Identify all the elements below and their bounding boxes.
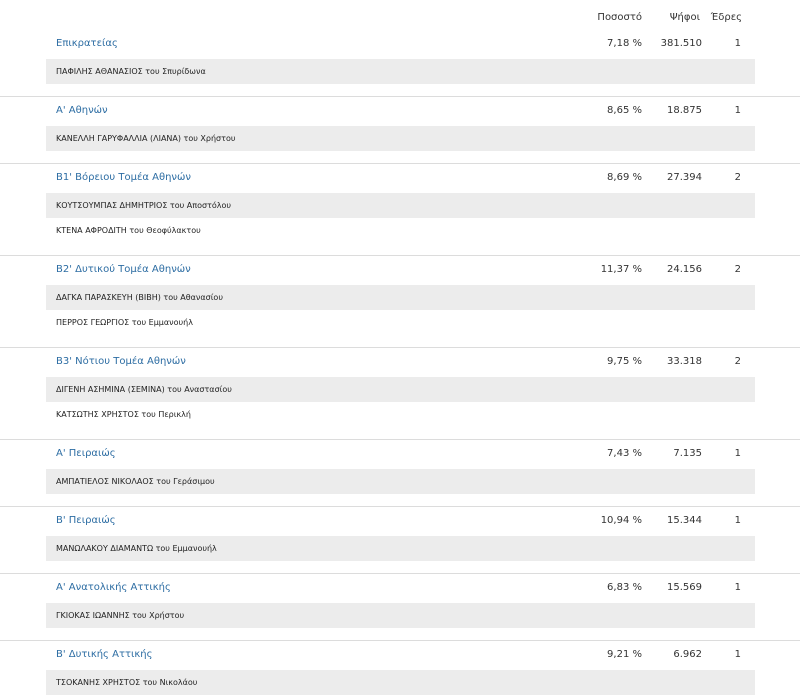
percentage-header: Ποσοστό [597,12,642,23]
district-row [0,97,800,126]
district-spacer [0,84,800,96]
district-percentage: 7,43 % [607,448,642,459]
column-headers [0,12,800,26]
district-row [0,574,800,603]
district-row [0,440,800,469]
district-votes: 6.962 [673,649,702,660]
district-list [0,30,800,699]
district-spacer [0,427,800,439]
district-link[interactable]: Β' Πειραιώς [56,515,116,526]
district-spacer [0,335,800,347]
district-votes: 381.510 [660,38,702,49]
district-spacer [0,561,800,573]
district-seats: 1 [734,515,741,526]
mp-name: ΔΙΓΕΝΗ ΑΣΗΜΙΝΑ (ΣΕΜΙΝΑ) του Αναστασίου [46,377,755,402]
district-block [0,348,800,440]
district-spacer [0,695,800,699]
mp-name: ΓΚΙΟΚΑΣ ΙΩΑΝΝΗΣ του Χρήστου [46,603,755,628]
district-votes: 27.394 [667,172,702,183]
votes-header: Ψήφοι [669,12,700,23]
mp-name: ΠΑΦΙΛΗΣ ΑΘΑΝΑΣΙΟΣ του Σπυρίδωνα [46,59,755,84]
district-seats: 1 [734,649,741,660]
district-link[interactable]: Β' Δυτικής Αττικής [56,649,153,660]
district-link[interactable]: Α' Ανατολικής Αττικής [56,582,171,593]
district-votes: 7.135 [673,448,702,459]
district-percentage: 9,75 % [607,356,642,367]
district-row [0,641,800,670]
district-percentage: 6,83 % [607,582,642,593]
mp-name: ΚΤΕΝΑ ΑΦΡΟΔΙΤΗ του Θεοφύλακτου [56,226,201,235]
district-seats: 1 [734,38,741,49]
district-votes: 24.156 [667,264,702,275]
mp-name: ΚΟΥΤΣΟΥΜΠΑΣ ΔΗΜΗΤΡΙΟΣ του Αποστόλου [46,193,755,218]
district-link[interactable]: Β1' Βόρειου Τομέα Αθηνών [56,172,191,183]
district-votes: 15.344 [667,515,702,526]
district-link[interactable]: Β3' Νότιου Τομέα Αθηνών [56,356,186,367]
district-row [0,507,800,536]
district-spacer [0,494,800,506]
district-percentage: 7,18 % [607,38,642,49]
district-votes: 15.569 [667,582,702,593]
district-percentage: 8,65 % [607,105,642,116]
district-link[interactable]: Β2' Δυτικού Τομέα Αθηνών [56,264,191,275]
district-link[interactable]: Α' Αθηνών [56,105,108,116]
district-seats: 1 [734,448,741,459]
district-row [0,348,800,377]
district-spacer [0,151,800,163]
mp-name: ΔΑΓΚΑ ΠΑΡΑΣΚΕΥΗ (ΒΙΒΗ) του Αθανασίου [46,285,755,310]
district-percentage: 9,21 % [607,649,642,660]
district-seats: 2 [734,356,741,367]
mp-name: ΑΜΠΑΤΙΕΛΟΣ ΝΙΚΟΛΑΟΣ του Γεράσιμου [46,469,755,494]
district-block [0,164,800,256]
district-row [0,164,800,193]
mp-name: ΠΕΡΡΟΣ ΓΕΩΡΓΙΟΣ του Εμμανουήλ [56,318,193,327]
district-votes: 18.875 [667,105,702,116]
district-block [0,574,800,641]
district-row [0,256,800,285]
district-block [0,440,800,507]
district-votes: 33.318 [667,356,702,367]
mp-name: ΚΑΤΣΩΤΗΣ ΧΡΗΣΤΟΣ του Περικλή [56,410,191,419]
district-percentage: 10,94 % [600,515,642,526]
district-seats: 2 [734,264,741,275]
district-percentage: 8,69 % [607,172,642,183]
district-link[interactable]: Α' Πειραιώς [56,448,116,459]
district-block [0,256,800,348]
district-seats: 2 [734,172,741,183]
district-block [0,641,800,699]
mp-name: ΚΑΝΕΛΛΗ ΓΑΡΥΦΑΛΛΙΑ (ΛΙΑΝΑ) του Χρήστου [46,126,755,151]
district-spacer [0,243,800,255]
district-row [0,30,800,59]
seats-header: Έδρες [710,12,742,23]
district-block [0,30,800,97]
district-spacer [0,628,800,640]
district-block [0,507,800,574]
district-block [0,97,800,164]
district-seats: 1 [734,105,741,116]
mp-name: ΤΣΟΚΑΝΗΣ ΧΡΗΣΤΟΣ του Νικολάου [46,670,755,695]
district-percentage: 11,37 % [600,264,642,275]
mp-name: ΜΑΝΩΛΑΚΟΥ ΔΙΑΜΑΝΤΩ του Εμμανουήλ [46,536,755,561]
district-link[interactable]: Επικρατείας [56,38,118,49]
district-seats: 1 [734,582,741,593]
